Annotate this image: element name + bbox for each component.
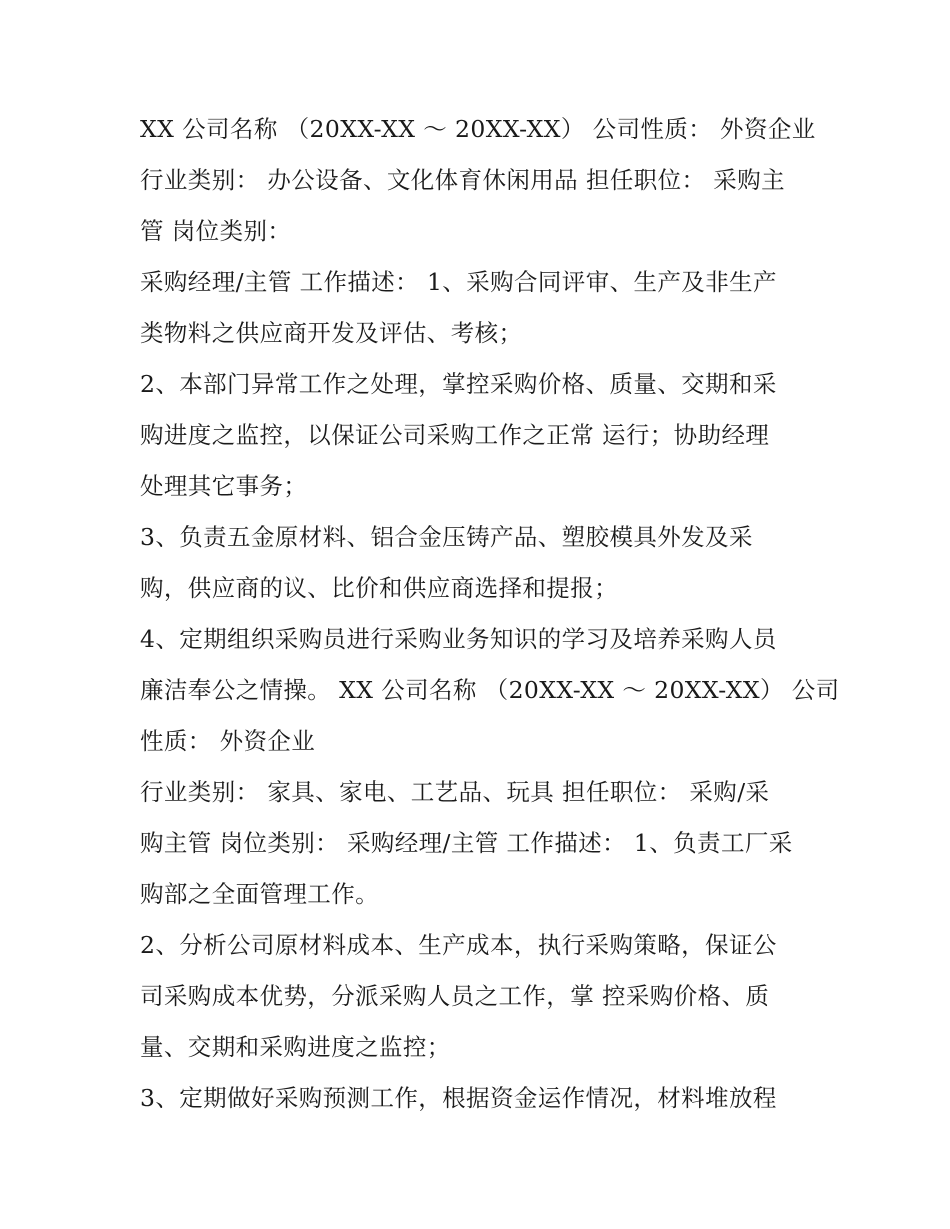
text-line: 购主管 岗位类别： 采购经理/主管 工作描述： 1、负责工厂采 xyxy=(140,829,793,857)
text-line: 行业类别： 家具、家电、工艺品、玩具 担任职位： 采购/采 xyxy=(140,778,770,806)
text-line: 购，供应商的议、比价和供应商选择和提报； xyxy=(140,574,618,602)
text-line: 3、负责五金原材料、铝合金压铸产品、塑胶模具外发及采 xyxy=(140,523,753,551)
text-line: 廉洁奉公之情操。 XX 公司名称 （20XX-XX ～ 20XX-XX） 公司 xyxy=(140,676,840,704)
text-line: 购部之全面管理工作。 xyxy=(140,880,379,908)
document-body xyxy=(140,104,840,1124)
text-line: 行业类别： 办公设备、文化体育休闲用品 担任职位： 采购主 xyxy=(140,166,786,194)
text-line: 3、定期做好采购预测工作，根据资金运作情况，材料堆放程 xyxy=(140,1084,777,1112)
text-line: XX 公司名称 （20XX-XX ～ 20XX-XX） 公司性质： 外资企业 xyxy=(140,115,816,143)
text-line: 2、分析公司原材料成本、生产成本，执行采购策略，保证公 xyxy=(140,931,777,959)
text-line: 管 岗位类别： xyxy=(140,217,292,245)
text-line: 4、定期组织采购员进行采购业务知识的学习及培养采购人员 xyxy=(140,625,777,653)
text-line: 司采购成本优势，分派采购人员之工作，掌 控采购价格、质 xyxy=(140,982,770,1010)
text-line: 2、本部门异常工作之处理，掌控采购价格、质量、交期和采 xyxy=(140,370,777,398)
text-line: 处理其它事务； xyxy=(140,472,308,500)
text-line: 性质： 外资企业 xyxy=(140,727,316,755)
text-line: 购进度之监控，以保证公司采购工作之正常 运行；协助经理 xyxy=(140,421,770,449)
text-line: 类物料之供应商开发及评估、考核； xyxy=(140,319,523,347)
text-line: 量、交期和采购进度之监控； xyxy=(140,1033,451,1061)
text-line: 采购经理/主管 工作描述： 1、采购合同评审、生产及非生产 xyxy=(140,268,777,296)
